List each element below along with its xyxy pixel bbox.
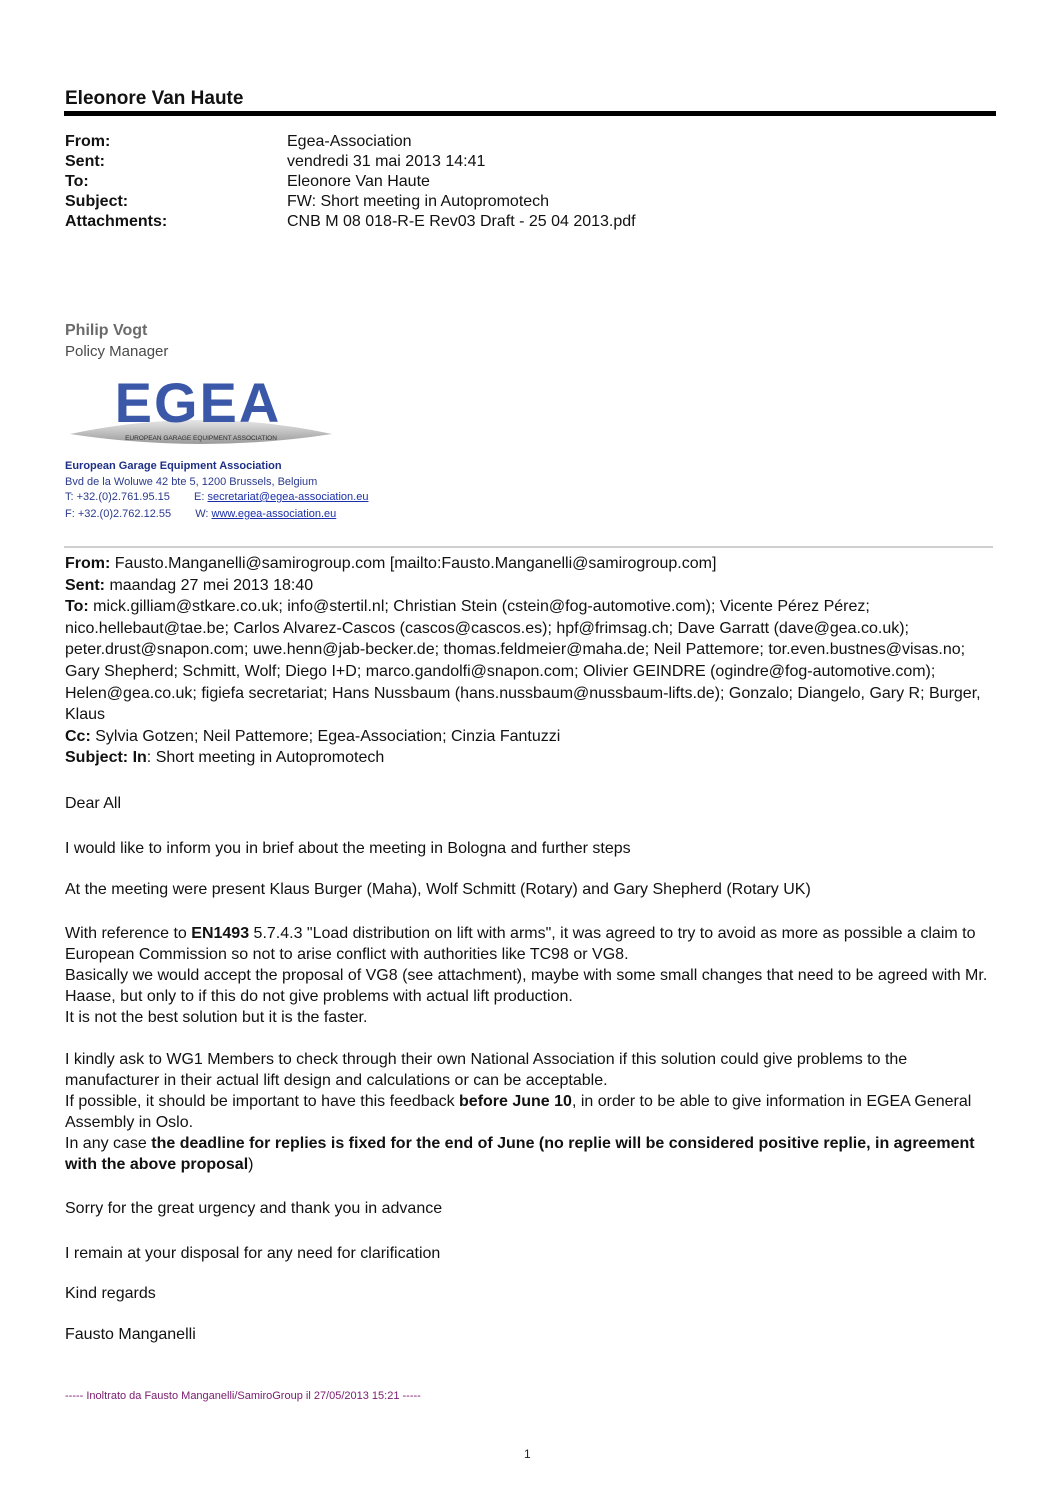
body-paragraph-2: At the meeting were present Klaus Burger (Maha), Wolf Schmitt (Rotary) and Gary Shepherd (Rotary UK)	[65, 881, 811, 898]
signature-separator	[64, 546, 993, 548]
subject-label: Subject:	[65, 193, 129, 210]
org-name: European Garage Equipment Association	[65, 460, 282, 472]
org-web-label: W:	[195, 508, 209, 520]
p3-prefix: With reference to	[65, 925, 192, 942]
forwarded-header	[65, 553, 1000, 769]
page-number: 1	[524, 1447, 531, 1461]
logo-wordmark: EGEA	[114, 371, 282, 434]
p4-line3-prefix: In any case	[65, 1135, 152, 1152]
org-email-link[interactable]: secretariat@egea-association.eu	[207, 491, 369, 503]
body-paragraph-4	[65, 1049, 995, 1175]
p3-line3: It is not the best solution but it is the faster.	[65, 1009, 368, 1026]
p4-line2-rest: , in order to be able to give information in EGEA General Assembly in Oslo.	[65, 1093, 972, 1131]
fwd-subject-label: Subject:	[65, 749, 129, 767]
attachments-label: Attachments:	[65, 213, 168, 230]
org-fax-web-line	[65, 507, 336, 522]
org-phone-email-line	[65, 490, 368, 505]
subject-value: FW: Short meeting in Autopromotech	[287, 193, 550, 210]
body-paragraph-1: I would like to inform you in brief about the meeting in Bologna and further steps	[65, 840, 631, 857]
to-label: To:	[65, 173, 89, 190]
fwd-cc-label: Cc:	[65, 727, 91, 745]
forward-note: ----- Inoltrato da Fausto Manganelli/SamiroGroup il 27/05/2013 15:21 -----	[65, 1390, 421, 1402]
p4-line2-prefix: If possible, it should be important to have this feedback	[65, 1093, 460, 1110]
from-value: Egea-Association	[287, 133, 412, 150]
p4-line2-bold: before June 10	[459, 1093, 572, 1110]
body-paragraph-5: Sorry for the great urgency and thank you in advance	[65, 1200, 443, 1217]
p3-rest: 5.7.4.3 "Load distribution on lift with arms", it was agreed to try to avoid as more as possible a claim to European Commission so not to arise conflict with authorities like TC98 or VG8.	[65, 925, 976, 963]
logo-tagline: EUROPEAN GARAGE EQUIPMENT ASSOCIATION	[125, 435, 277, 442]
org-email-label: E:	[194, 491, 205, 503]
fwd-to-label: To:	[65, 598, 89, 616]
sent-label: Sent:	[65, 153, 105, 170]
body-paragraph-6: I remain at your disposal for any need for clarification	[65, 1245, 441, 1262]
signature-title: Policy Manager	[65, 343, 169, 360]
from-label: From:	[65, 133, 111, 150]
body-closing: Kind regards	[65, 1285, 156, 1302]
org-fax: F: +32.(0)2.762.12.55	[65, 508, 172, 520]
signature-name: Philip Vogt	[65, 322, 148, 339]
org-phone: T: +32.(0)2.761.95.15	[65, 491, 170, 503]
to-value: Eleonore Van Haute	[287, 173, 430, 190]
org-address: Bvd de la Woluwe 42 bte 5, 1200 Brussels, Belgium	[65, 476, 318, 488]
body-greeting: Dear All	[65, 795, 122, 812]
p4-line3-bold: the deadline for replies is fixed for the end of June (no replie will be considered positive replie, in agreement with the above proposal	[65, 1135, 975, 1173]
fwd-cc-value: Sylvia Gotzen; Neil Pattemore; Egea-Association; Cinzia Fantuzzi	[95, 727, 561, 745]
fwd-subject-value: : Short meeting in Autopromotech	[146, 749, 385, 767]
fwd-sent-value: maandag 27 mei 2013 18:40	[109, 576, 314, 594]
org-web-link[interactable]: www.egea-association.eu	[211, 508, 337, 520]
attachment-file-link[interactable]: CNB M 08 018-R-E Rev03 Draft - 25 04 2013.pdf	[287, 213, 636, 230]
p4-line1: I kindly ask to WG1 Members to check through their own National Association if this solution could give problems to the manufacturer in their actual lift design and calculations or can be acceptable.	[65, 1051, 908, 1089]
p3-line2: Basically we would accept the proposal of VG8 (see attachment), maybe with some small changes that need to be agreed with Mr. Haase, but only to if this do not give problems with actual lift production.	[65, 967, 988, 1005]
p3-standard-ref: EN1493	[191, 925, 250, 942]
document-owner-name: Eleonore Van Haute	[65, 88, 244, 109]
p4-line3-rest: )	[248, 1156, 254, 1173]
fwd-from-value: Fausto.Manganelli@samirogroup.com [mailto:Fausto.Manganelli@samirogroup.com]	[114, 555, 717, 572]
fwd-from-label: From:	[65, 555, 111, 572]
egea-logo	[66, 368, 336, 453]
sent-value: vendredi 31 mai 2013 14:41	[287, 153, 486, 170]
fwd-to-value: mick.gilliam@stkare.co.uk; info@stertil.nl; Christian Stein (cstein@fog-automotive.com); Vicente Pérez Pérez; nico.hellebaut@tae.be; Carlos Alvarez-Cascos (cascos@cascos.es); hpf@frimsag.ch; Dave Garratt (dave@gea.co.uk); peter.drust@snapon.com; uwe.henn@jab-becker.de; thomas.feldmeier@maha.de; Neil Pattemore; tor.even.bustnes@visas.no; Gary Shepherd; Schmitt, Wolf; Diego I+D; marco.gandolfi@snapon.com; Olivier GEINDRE (ogindre@fog-automotive.com); Helen@gea.co.uk; figiefa secretariat; Hans Nussbaum (hans.nussbaum@nussbaum-lifts.de); Gonzalo; Diangelo, Gary R; Burger, Klaus	[65, 598, 981, 724]
owner-divider	[64, 111, 996, 116]
body-paragraph-3	[65, 923, 995, 1028]
body-sender: Fausto Manganelli	[65, 1326, 196, 1343]
fwd-sent-label: Sent:	[65, 576, 105, 594]
fwd-subject-prefix: In	[132, 749, 147, 767]
